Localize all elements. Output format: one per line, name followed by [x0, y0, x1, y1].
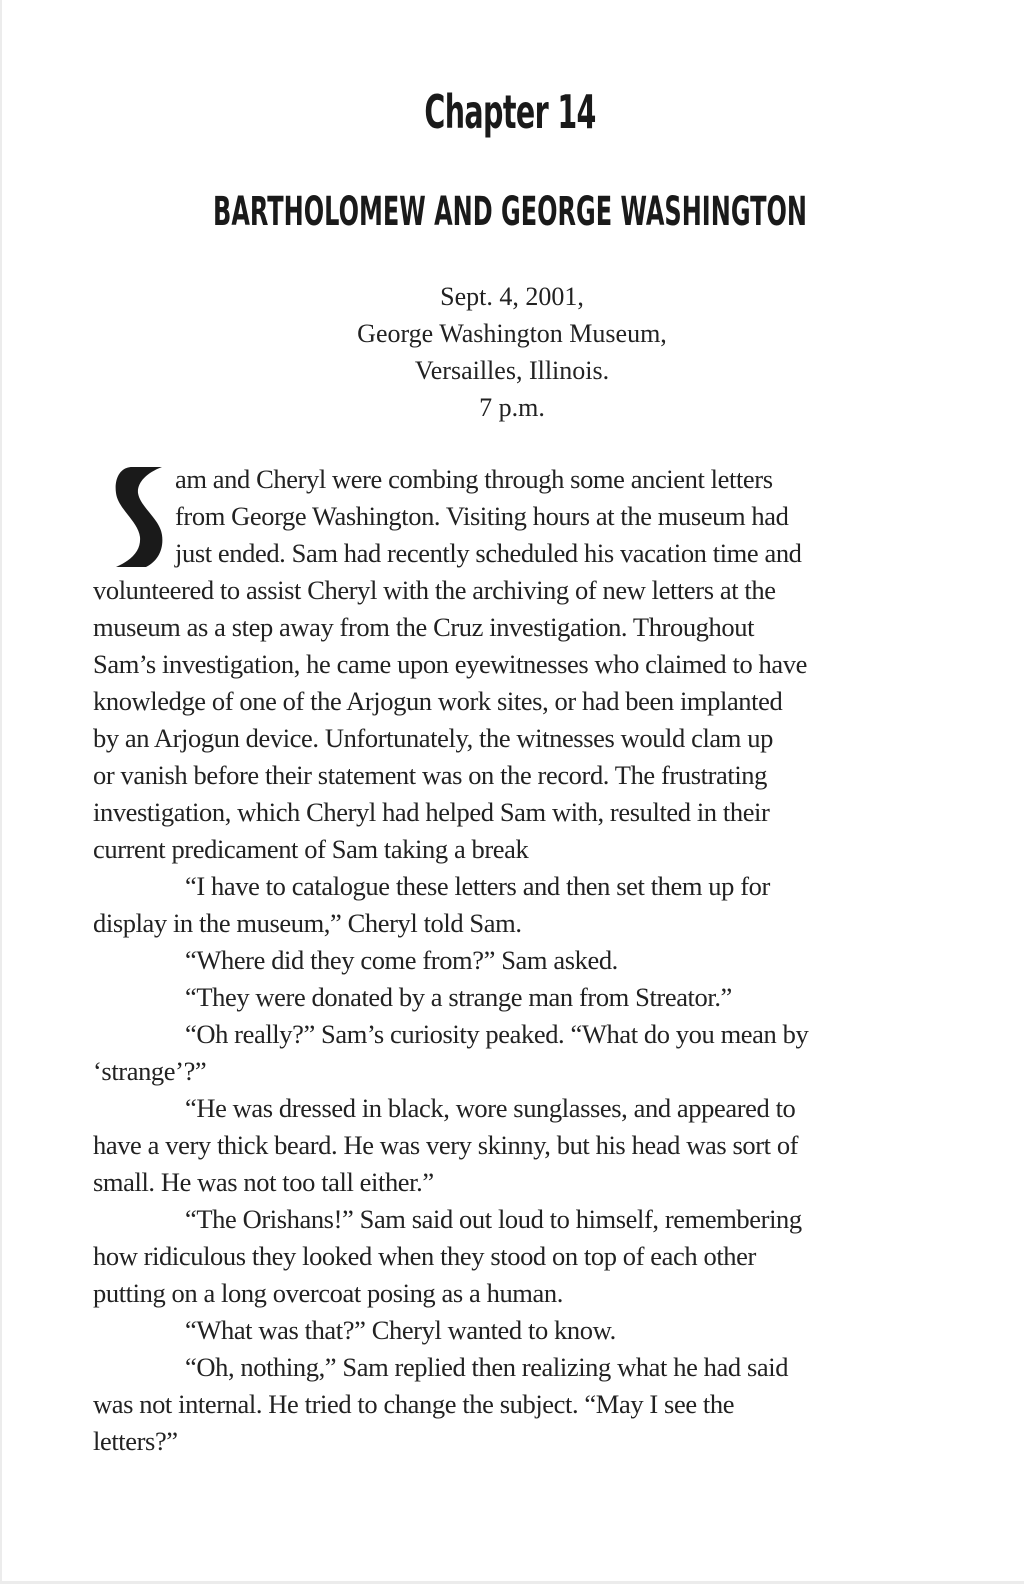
text-line: ‘strange’?”: [93, 1056, 207, 1086]
text-line: or vanish before their statement was on the record. The frustrating: [93, 760, 767, 790]
text-line: investigation, which Cheryl had helped Sam with, resulted in their: [93, 797, 770, 827]
dateline-date: Sept. 4, 2001,: [440, 282, 584, 311]
dateline-time: 7 p.m.: [479, 393, 545, 422]
text-line: “Where did they come from?” Sam asked.: [185, 945, 618, 975]
text-line: am and Cheryl were combing through some ancient letters: [175, 464, 773, 494]
dateline-city: Versailles, Illinois.: [414, 356, 610, 385]
text-line: was not internal. He tried to change the subject. “May I see the: [93, 1389, 735, 1419]
text-line: “Oh really?” Sam’s curiosity peaked. “What do you mean by: [185, 1019, 809, 1049]
text-line: “They were donated by a strange man from Streator.”: [185, 982, 732, 1012]
text-line: “Oh, nothing,” Sam replied then realizing what he had said: [185, 1352, 789, 1382]
text-line: “What was that?” Cheryl wanted to know.: [185, 1315, 616, 1345]
text-line: “I have to catalogue these letters and then set them up for: [185, 871, 770, 901]
text-line: museum as a step away from the Cruz investigation. Throughout: [93, 612, 755, 642]
text-line: knowledge of one of the Arjogun work sites, or had been implanted: [93, 686, 783, 716]
chapter-title-heading: BARTHOLOMEW AND GEORGE WASHINGTON: [213, 189, 807, 235]
text-line: just ended. Sam had recently scheduled his vacation time and: [175, 538, 802, 568]
text-line: Sam’s investigation, he came upon eyewitnesses who claimed to have: [93, 649, 807, 679]
dateline-place: George Washington Museum,: [357, 319, 667, 348]
text-line: letters?”: [93, 1426, 178, 1456]
text-line: have a very thick beard. He was very skinny, but his head was sort of: [93, 1130, 799, 1160]
chapter-number-heading: Chapter 14: [424, 85, 596, 139]
text-line: display in the museum,” Cheryl told Sam.: [93, 908, 522, 938]
text-line: “The Orishans!” Sam said out loud to himself, remembering: [185, 1204, 802, 1234]
body-text: [93, 461, 908, 1460]
text-line: current predicament of Sam taking a break: [93, 834, 529, 864]
text-line: from George Washington. Visiting hours at the museum had: [175, 501, 789, 531]
text-line: putting on a long overcoat posing as a human.: [93, 1278, 563, 1308]
drop-cap-s-icon: [112, 465, 164, 569]
text-line: by an Arjogun device. Unfortunately, the witnesses would clam up: [93, 723, 773, 753]
text-line: “He was dressed in black, wore sunglasses, and appeared to: [185, 1093, 796, 1123]
text-line: small. He was not too tall either.”: [93, 1167, 434, 1197]
text-line: how ridiculous they looked when they stood on top of each other: [93, 1241, 756, 1271]
dateline-block: [0, 278, 1024, 426]
text-line: volunteered to assist Cheryl with the archiving of new letters at the: [93, 575, 776, 605]
